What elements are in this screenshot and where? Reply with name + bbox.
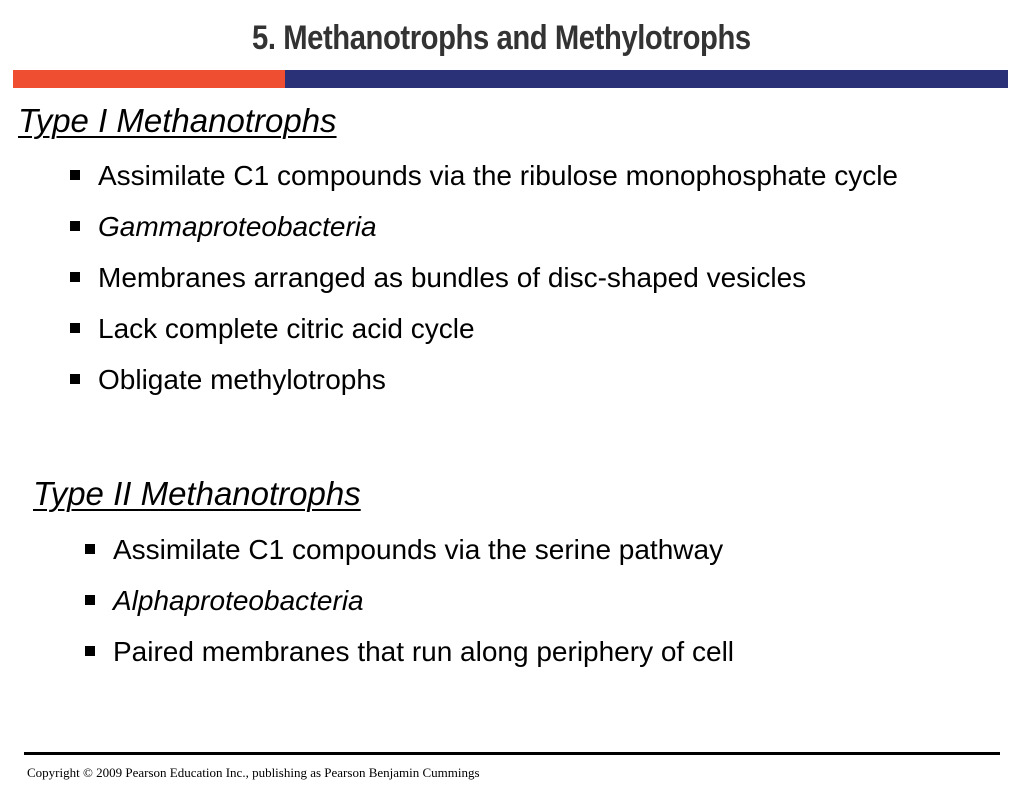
list-item bbox=[67, 155, 967, 197]
square-bullet-icon bbox=[70, 374, 80, 384]
square-bullet-icon bbox=[85, 646, 95, 656]
list-item bbox=[82, 631, 982, 673]
section-heading-type-i: Type I Methanotrophs bbox=[18, 102, 337, 139]
square-bullet-icon bbox=[70, 221, 80, 231]
title-accent-bar bbox=[13, 70, 1008, 88]
accent-bar-orange-segment bbox=[13, 70, 285, 88]
bullet-text: Obligate methylotrophs bbox=[98, 364, 386, 395]
bullet-text: Paired membranes that run along periphery of cell bbox=[113, 636, 735, 667]
square-bullet-icon bbox=[70, 272, 80, 282]
bullet-text: Gammaproteobacteria bbox=[98, 211, 377, 242]
bullet-text: Alphaproteobacteria bbox=[113, 585, 364, 616]
bullet-text: Lack complete citric acid cycle bbox=[98, 313, 475, 344]
list-item bbox=[67, 308, 967, 350]
square-bullet-icon bbox=[70, 323, 80, 333]
bullet-list-type-ii bbox=[82, 529, 982, 682]
square-bullet-icon bbox=[85, 544, 95, 554]
copyright-notice: Copyright © 2009 Pearson Education Inc., publishing as Pearson Benjamin Cummings bbox=[27, 765, 480, 780]
footer-divider bbox=[24, 752, 1000, 755]
list-item bbox=[67, 257, 967, 299]
section-heading-type-ii: Type II Methanotrophs bbox=[33, 475, 361, 512]
list-item bbox=[82, 580, 982, 622]
accent-bar-navy-segment bbox=[285, 70, 1008, 88]
bullet-list-type-i bbox=[67, 155, 967, 410]
slide-title: 5. Methanotrophs and Methylotrophs bbox=[252, 19, 751, 57]
bullet-text: Assimilate C1 compounds via the serine pathway bbox=[113, 534, 724, 565]
bullet-text: Membranes arranged as bundles of disc-shaped vesicles bbox=[98, 262, 807, 293]
square-bullet-icon bbox=[70, 170, 80, 180]
list-item bbox=[82, 529, 982, 571]
square-bullet-icon bbox=[85, 595, 95, 605]
list-item bbox=[67, 359, 967, 401]
bullet-text: Assimilate C1 compounds via the ribulose monophosphate cycle bbox=[98, 160, 898, 191]
list-item bbox=[67, 206, 967, 248]
